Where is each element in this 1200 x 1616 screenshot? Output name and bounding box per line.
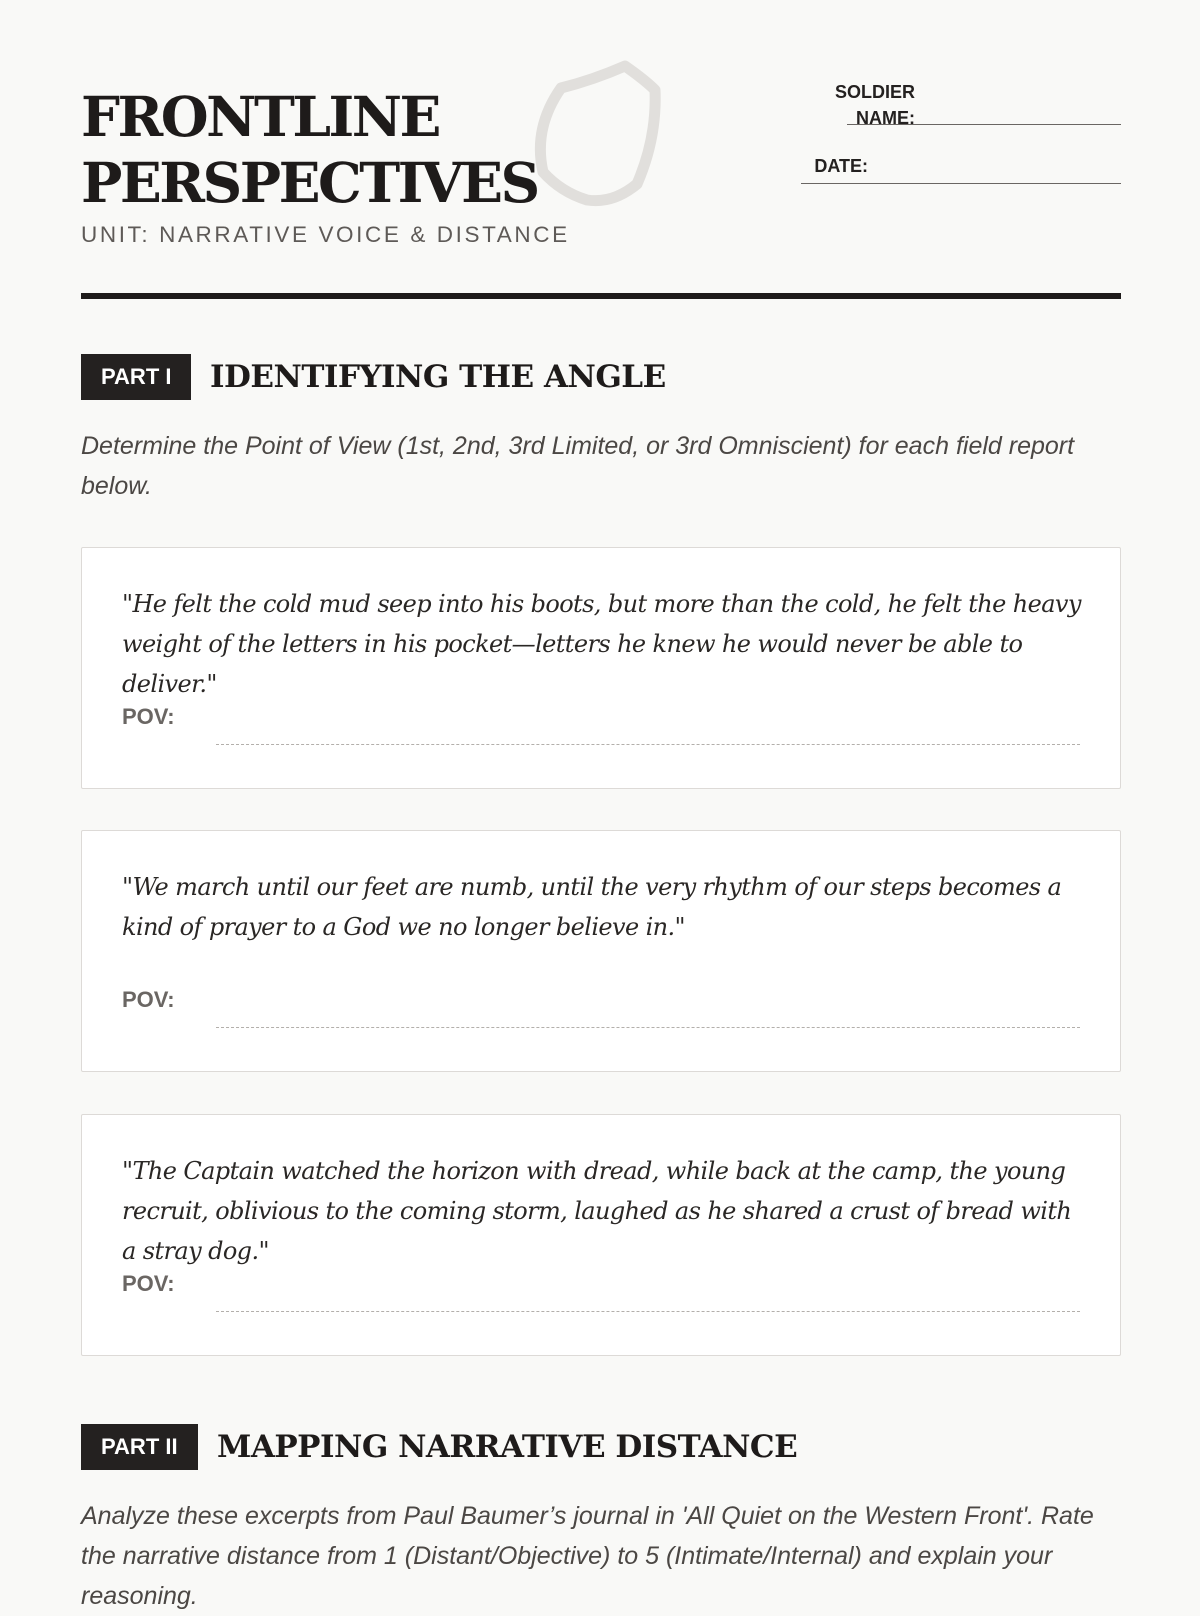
field-report-card <box>81 1114 1121 1356</box>
report-quote: "The Captain watched the horizon with dread, while back at the camp, the young recruit, oblivious to the coming storm, laughed as he shared a crust of bread with a stray dog." <box>122 1157 1072 1265</box>
part-2-badge: PART II <box>81 1424 198 1470</box>
title-line-2: PERSPECTIVES <box>81 150 538 215</box>
report-quote: "We march until our feet are numb, until the very rhythm of our steps becomes a kind of prayer to a God we no longer believe in." <box>122 873 1062 941</box>
pov-answer-field[interactable] <box>216 744 1080 745</box>
soldier-label-line-2: NAME: <box>856 108 915 128</box>
soldier-name-field[interactable] <box>847 124 1121 125</box>
pov-label: POV: <box>122 704 175 729</box>
part-1-badge: PART I <box>81 354 191 400</box>
report-quote: "He felt the cold mud seep into his boots, but more than the cold, he felt the heavy weight of the letters in his pocket—letters he knew he would never be able to deliver." <box>122 590 1081 698</box>
pov-label: POV: <box>122 1271 175 1296</box>
date-field[interactable] <box>801 183 1121 184</box>
shield-icon <box>533 58 673 208</box>
part-1-instructions: Determine the Point of View (1st, 2nd, 3rd Limited, or 3rd Omniscient) for each field report below. <box>81 432 1075 500</box>
unit-subtitle: UNIT: NARRATIVE VOICE & DISTANCE <box>81 222 570 247</box>
part-2-title: MAPPING NARRATIVE DISTANCE <box>217 1429 798 1465</box>
part-1-title: IDENTIFYING THE ANGLE <box>210 359 666 395</box>
date-label: DATE: <box>814 156 868 176</box>
title-line-1: FRONTLINE <box>81 84 439 149</box>
worksheet-title <box>81 84 538 216</box>
pov-answer-field[interactable] <box>216 1311 1080 1312</box>
worksheet-header <box>81 0 1121 300</box>
pov-answer-field[interactable] <box>216 1027 1080 1028</box>
pov-label: POV: <box>122 987 175 1012</box>
field-report-card <box>81 547 1121 789</box>
soldier-label-line-1: SOLDIER <box>834 82 915 102</box>
field-report-card <box>81 830 1121 1072</box>
header-divider <box>81 293 1121 299</box>
part-2-instructions: Analyze these excerpts from Paul Baumer’s journal in 'All Quiet on the Western Front'. Rate the narrative distance from 1 (Distant/Objective) to 5 (Intimate/Internal) and explain your reasoning. <box>81 1502 1094 1610</box>
